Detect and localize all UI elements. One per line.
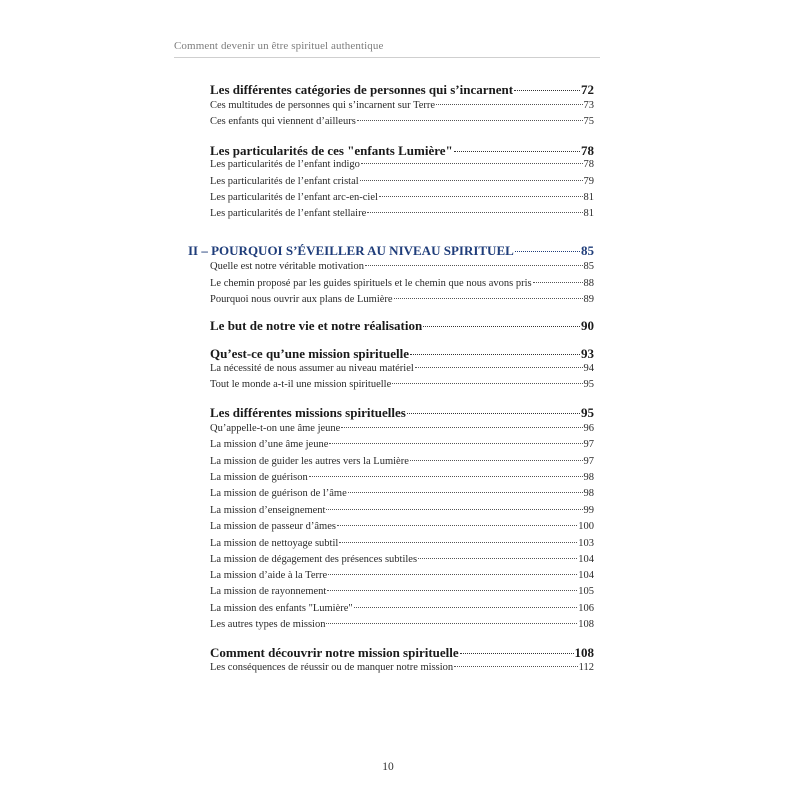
toc-entry-title: La mission de dégagement des présences subtiles bbox=[210, 554, 418, 565]
toc-heading-section bbox=[210, 405, 594, 421]
toc-entry-title: Qu’est-ce qu’une mission spirituelle bbox=[210, 346, 409, 361]
dot-leader bbox=[514, 90, 580, 91]
header-rule bbox=[174, 57, 600, 58]
toc-heading-section bbox=[210, 318, 594, 334]
dot-leader bbox=[423, 326, 580, 327]
toc-entry-title: Les particularités de l’enfant stellaire bbox=[210, 208, 367, 219]
toc-entry-title: Tout le monde a-t-il une mission spirituelle bbox=[210, 379, 392, 390]
toc-entry bbox=[210, 208, 594, 219]
toc-entry-title: Les autres types de mission bbox=[210, 619, 326, 630]
toc-entry-page: 99 bbox=[583, 505, 594, 516]
toc-entry-page: 108 bbox=[574, 645, 594, 660]
dot-leader bbox=[460, 653, 574, 654]
toc-entry bbox=[210, 294, 594, 305]
toc-entry-title: Comment découvrir notre mission spirituelle bbox=[210, 645, 459, 660]
toc-entry-page: 79 bbox=[583, 176, 594, 187]
toc-entry-title: Les particularités de l’enfant arc-en-ciel bbox=[210, 192, 378, 203]
dot-leader bbox=[533, 282, 583, 283]
toc-entry-title: Ces enfants qui viennent d’ailleurs bbox=[210, 116, 356, 127]
toc-entry-title: II – POURQUOI S’ÉVEILLER AU NIVEAU SPIRITUEL bbox=[188, 243, 514, 258]
toc-entry bbox=[210, 423, 594, 434]
toc-entry bbox=[210, 192, 594, 203]
toc-entry bbox=[210, 439, 594, 450]
toc-entry-page: 97 bbox=[583, 456, 594, 467]
toc-entry-title: Les particularités de l’enfant cristal bbox=[210, 176, 359, 187]
toc-entry-title: Les particularités de l’enfant indigo bbox=[210, 159, 360, 170]
toc-entry-title: La mission de guérison bbox=[210, 472, 308, 483]
toc-entry-page: 104 bbox=[578, 554, 594, 565]
toc-entry bbox=[210, 278, 594, 289]
dot-leader bbox=[454, 151, 580, 152]
dot-leader bbox=[365, 265, 583, 266]
toc-entry-page: 75 bbox=[583, 116, 594, 127]
toc-entry bbox=[210, 554, 594, 565]
toc-entry-title: La mission de guider les autres vers la Lumière bbox=[210, 456, 409, 467]
toc-heading-section bbox=[210, 82, 594, 98]
toc-entry bbox=[210, 472, 594, 483]
toc-entry bbox=[210, 363, 594, 374]
toc-entry bbox=[210, 619, 594, 630]
toc-entry-page: 90 bbox=[581, 318, 594, 333]
toc-entry bbox=[210, 586, 594, 597]
toc-entry-page: 78 bbox=[583, 159, 594, 170]
toc-entry-page: 103 bbox=[578, 538, 594, 549]
dot-leader bbox=[326, 509, 582, 510]
dot-leader bbox=[454, 666, 577, 667]
toc-entry bbox=[210, 538, 594, 549]
dot-leader bbox=[407, 413, 580, 414]
toc-entry-title: La mission de nettoyage subtil bbox=[210, 538, 339, 549]
dot-leader bbox=[328, 574, 577, 575]
toc-entry-page: 85 bbox=[581, 243, 594, 258]
toc-entry-page: 93 bbox=[581, 346, 594, 361]
toc-entry-page: 72 bbox=[581, 82, 594, 97]
toc-entry-page: 95 bbox=[583, 379, 594, 390]
toc-entry-page: 94 bbox=[583, 363, 594, 374]
toc-heading-chapter bbox=[188, 243, 594, 259]
toc-entry-title: Les différentes catégories de personnes qui s’incarnent bbox=[210, 82, 514, 97]
toc-heading-section bbox=[210, 143, 594, 159]
toc-entry-title: La mission d’enseignement bbox=[210, 505, 326, 516]
toc-entry-page: 96 bbox=[583, 423, 594, 434]
dot-leader bbox=[418, 558, 577, 559]
dot-leader bbox=[329, 443, 582, 444]
dot-leader bbox=[379, 196, 583, 197]
toc-entry-title: Le but de notre vie et notre réalisation bbox=[210, 318, 423, 333]
dot-leader bbox=[392, 383, 582, 384]
toc-entry-page: 81 bbox=[583, 192, 594, 203]
dot-leader bbox=[415, 367, 583, 368]
toc-heading-section bbox=[210, 645, 594, 661]
toc-entry-page: 88 bbox=[583, 278, 594, 289]
dot-leader bbox=[327, 590, 577, 591]
dot-leader bbox=[337, 525, 577, 526]
toc-entry-page: 100 bbox=[578, 521, 594, 532]
dot-leader bbox=[348, 492, 583, 493]
dot-leader bbox=[367, 212, 582, 213]
dot-leader bbox=[361, 163, 583, 164]
dot-leader bbox=[410, 354, 580, 355]
toc-entry bbox=[210, 100, 594, 111]
toc-entry-title: Les particularités de ces "enfants Lumière" bbox=[210, 143, 453, 158]
toc-entry-page: 98 bbox=[583, 488, 594, 499]
toc-entry-title: Quelle est notre véritable motivation bbox=[210, 261, 364, 272]
toc-entry-title: Les conséquences de réussir ou de manquer notre mission bbox=[210, 662, 454, 673]
dot-leader bbox=[341, 427, 582, 428]
toc-entry-page: 97 bbox=[583, 439, 594, 450]
toc-entry bbox=[210, 116, 594, 127]
toc-entry-page: 95 bbox=[581, 405, 594, 420]
toc-entry-title: La mission d’une âme jeune bbox=[210, 439, 329, 450]
toc-entry bbox=[210, 488, 594, 499]
toc-entry-title: La mission de rayonnement bbox=[210, 586, 327, 597]
toc-entry-page: 73 bbox=[583, 100, 594, 111]
toc-entry-page: 98 bbox=[583, 472, 594, 483]
toc-entry bbox=[210, 603, 594, 614]
toc-entry bbox=[210, 159, 594, 170]
toc-entry bbox=[210, 456, 594, 467]
toc-entry-page: 81 bbox=[583, 208, 594, 219]
toc-entry-title: La nécessité de nous assumer au niveau matériel bbox=[210, 363, 414, 374]
toc-entry-title: La mission de guérison de l’âme bbox=[210, 488, 347, 499]
toc-entry-title: Les différentes missions spirituelles bbox=[210, 405, 406, 420]
toc-entry bbox=[210, 176, 594, 187]
toc-entry bbox=[210, 521, 594, 532]
toc-entry-page: 104 bbox=[578, 570, 594, 581]
toc-entry-page: 105 bbox=[578, 586, 594, 597]
dot-leader bbox=[339, 542, 577, 543]
toc-entry-title: Qu’appelle-t-on une âme jeune bbox=[210, 423, 341, 434]
toc-entry bbox=[210, 662, 594, 673]
dot-leader bbox=[394, 298, 583, 299]
dot-leader bbox=[357, 120, 583, 121]
toc-entry-page: 85 bbox=[583, 261, 594, 272]
toc-entry-title: La mission d’aide à la Terre bbox=[210, 570, 328, 581]
dot-leader bbox=[354, 607, 578, 608]
running-header: Comment devenir un être spirituel authentique bbox=[174, 40, 384, 52]
toc-entry-title: La mission de passeur d’âmes bbox=[210, 521, 336, 532]
toc-entry-page: 78 bbox=[581, 143, 594, 158]
toc-entry-page: 106 bbox=[578, 603, 594, 614]
toc-entry-title: La mission des enfants "Lumière" bbox=[210, 603, 353, 614]
dot-leader bbox=[436, 104, 582, 105]
toc-entry-page: 112 bbox=[578, 662, 594, 673]
dot-leader bbox=[309, 476, 583, 477]
toc-entry bbox=[210, 261, 594, 272]
toc-heading-section bbox=[210, 346, 594, 362]
toc-entry-page: 108 bbox=[578, 619, 594, 630]
toc-entry bbox=[210, 379, 594, 390]
toc-entry-title: Ces multitudes de personnes qui s’incarnent sur Terre bbox=[210, 100, 436, 111]
dot-leader bbox=[326, 623, 577, 624]
dot-leader bbox=[515, 251, 580, 252]
toc-entry-page: 89 bbox=[583, 294, 594, 305]
toc-entry-title: Pourquoi nous ouvrir aux plans de Lumière bbox=[210, 294, 393, 305]
toc-entry bbox=[210, 505, 594, 516]
toc-entry bbox=[210, 570, 594, 581]
page-number: 10 bbox=[382, 761, 394, 773]
toc-entry-title: Le chemin proposé par les guides spirituels et le chemin que nous avons pris bbox=[210, 278, 532, 289]
dot-leader bbox=[410, 460, 583, 461]
dot-leader bbox=[360, 180, 583, 181]
